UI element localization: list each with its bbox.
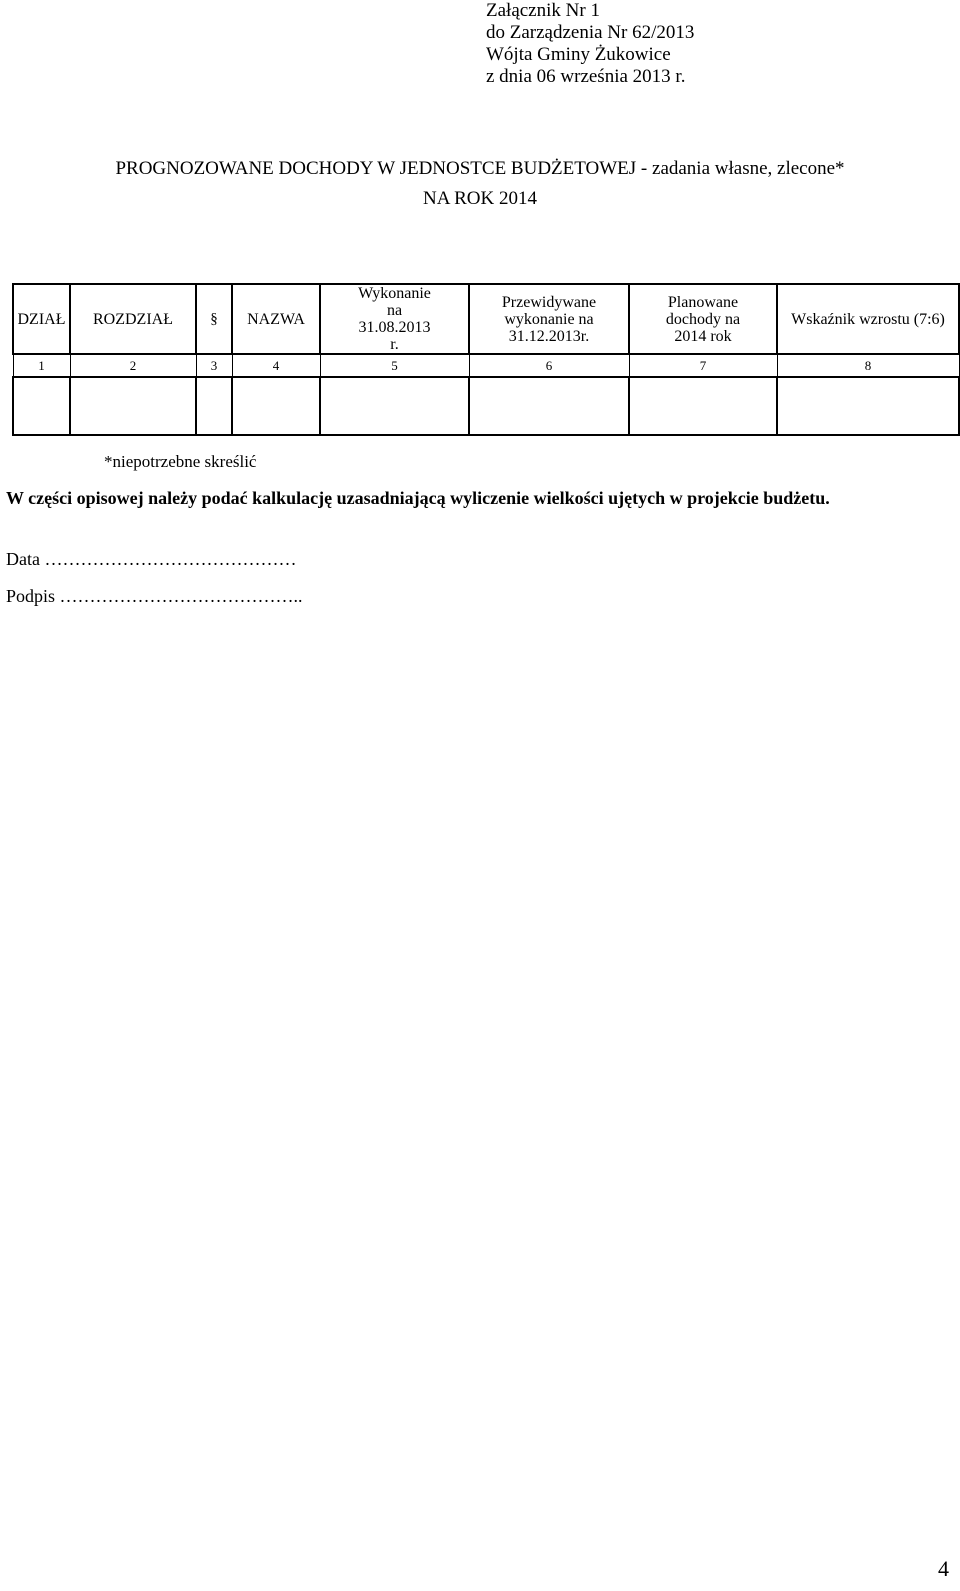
table-cell <box>629 377 777 435</box>
attachment-line-4: z dnia 06 września 2013 r. <box>486 66 686 87</box>
attachment-line-1: Załącznik Nr 1 <box>486 0 600 21</box>
column-number: 2 <box>70 354 196 377</box>
column-number: 8 <box>777 354 959 377</box>
table-cell <box>232 377 320 435</box>
header-przewidywane-text: Przewidywane wykonanie na 31.12.2013r. <box>501 293 597 345</box>
table-header-row <box>13 284 959 354</box>
attachment-line-2: do Zarządzenia Nr 62/2013 <box>486 22 695 43</box>
table-cell <box>13 377 70 435</box>
table-cell <box>469 377 629 435</box>
column-number: 6 <box>469 354 629 377</box>
budget-table <box>12 283 960 436</box>
header-wskaznik <box>777 284 959 354</box>
header-rozdzial: ROZDZIAŁ <box>70 284 196 354</box>
title-line-2: NA ROK 2014 <box>422 188 537 209</box>
document-title <box>0 154 960 214</box>
header-dzial: DZIAŁ <box>13 284 70 354</box>
column-number-row <box>13 354 959 377</box>
header-planowane-text: Planowane dochody na 2014 rok <box>665 293 741 345</box>
description-paragraph: W części opisowej należy podać kalkulację uzasadniającą wyliczenie wielkości ujętych w projekcie budżetu. <box>6 488 830 508</box>
header-planowane <box>629 284 777 354</box>
table-cell <box>777 377 959 435</box>
page-number: 4 <box>938 1556 949 1581</box>
header-wskaznik-text: Wskaźnik wzrostu (7:6) <box>791 310 945 328</box>
table-cell <box>320 377 469 435</box>
table-row <box>13 377 959 435</box>
header-wykonanie <box>320 284 469 354</box>
signature-line: Podpis ………………………………….. <box>6 586 303 606</box>
column-number: 4 <box>232 354 320 377</box>
header-wykonanie-text: Wykonanie na 31.08.2013 r. <box>358 285 431 353</box>
column-number: 5 <box>320 354 469 377</box>
attachment-header <box>486 0 694 88</box>
header-przewidywane <box>469 284 629 354</box>
header-paragraph: § <box>196 284 232 354</box>
column-number: 3 <box>196 354 232 377</box>
column-number: 1 <box>13 354 70 377</box>
table-cell <box>70 377 196 435</box>
title-line-1: PROGNOZOWANE DOCHODY W JEDNOSTCE BUDŻETOWEJ - zadania własne, zlecone* <box>115 158 845 179</box>
date-line: Data …………………………………… <box>6 549 297 569</box>
table-cell <box>196 377 232 435</box>
header-nazwa: NAZWA <box>232 284 320 354</box>
column-number: 7 <box>629 354 777 377</box>
attachment-line-3: Wójta Gminy Żukowice <box>486 44 671 65</box>
footnote: *niepotrzebne skreślić <box>104 452 257 471</box>
